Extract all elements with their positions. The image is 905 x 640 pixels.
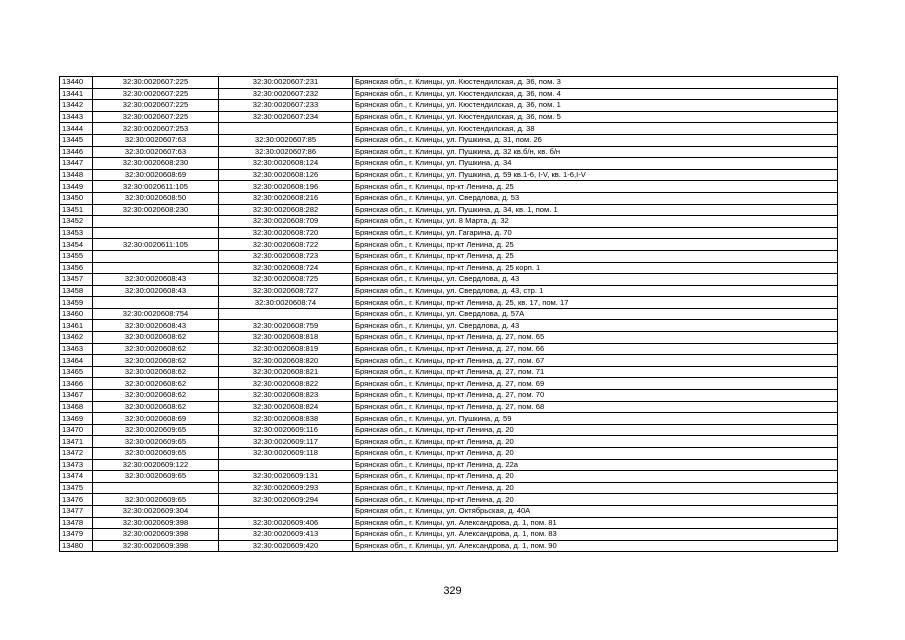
parcel-number-cell: 32:30:0020608:62 (93, 378, 219, 390)
parcel-number-cell: 32:30:0020608:62 (93, 390, 219, 402)
object-number-cell (219, 459, 353, 471)
table-row (60, 297, 838, 309)
table-row (60, 134, 838, 146)
object-number-cell: 32:30:0020609:413 (219, 529, 353, 541)
table-row (60, 401, 838, 413)
address-cell: Брянская обл., г. Клинцы, пр-кт Ленина, д. 20 (353, 482, 838, 494)
row-number-cell: 13457 (60, 274, 93, 286)
row-number-cell: 13476 (60, 494, 93, 506)
parcel-number-cell: 32:30:0020608:62 (93, 355, 219, 367)
table-row (60, 227, 838, 239)
address-cell: Брянская обл., г. Клинцы, ул. Свердлова, д. 43 (353, 274, 838, 286)
table-row (60, 471, 838, 483)
table-row (60, 181, 838, 193)
address-cell: Брянская обл., г. Клинцы, ул. Пушкина, д. 34, кв. 1, пом. 1 (353, 204, 838, 216)
table-row (60, 216, 838, 228)
row-number-cell: 13446 (60, 146, 93, 158)
parcel-number-cell: 32:30:0020608:754 (93, 308, 219, 320)
parcel-number-cell: 32:30:0020609:398 (93, 529, 219, 541)
table-row (60, 169, 838, 181)
table-row (60, 250, 838, 262)
row-number-cell: 13461 (60, 320, 93, 332)
row-number-cell: 13477 (60, 505, 93, 517)
row-number-cell: 13474 (60, 471, 93, 483)
address-cell: Брянская обл., г. Клинцы, ул. Пушкина, д. 31, пом. 26 (353, 134, 838, 146)
table-row (60, 204, 838, 216)
object-number-cell: 32:30:0020607:85 (219, 134, 353, 146)
address-cell: Брянская обл., г. Клинцы, ул. Свердлова, д. 57А (353, 308, 838, 320)
object-number-cell: 32:30:0020609:406 (219, 517, 353, 529)
parcel-number-cell: 32:30:0020608:62 (93, 401, 219, 413)
address-cell: Брянская обл., г. Клинцы, ул. Свердлова, д. 43 (353, 320, 838, 332)
parcel-number-cell: 32:30:0020607:63 (93, 134, 219, 146)
object-number-cell: 32:30:0020608:824 (219, 401, 353, 413)
object-number-cell: 32:30:0020609:293 (219, 482, 353, 494)
object-number-cell: 32:30:0020608:759 (219, 320, 353, 332)
table-row (60, 413, 838, 425)
table-row (60, 308, 838, 320)
object-number-cell: 32:30:0020609:118 (219, 448, 353, 460)
address-cell: Брянская обл., г. Клинцы, пр-кт Ленина, д. 20 (353, 424, 838, 436)
row-number-cell: 13441 (60, 88, 93, 100)
object-number-cell: 32:30:0020608:720 (219, 227, 353, 239)
row-number-cell: 13456 (60, 262, 93, 274)
row-number-cell: 13447 (60, 158, 93, 170)
address-cell: Брянская обл., г. Клинцы, пр-кт Ленина, д. 27, пом. 66 (353, 343, 838, 355)
address-cell: Брянская обл., г. Клинцы, пр-кт Ленина, д. 27, пом. 68 (353, 401, 838, 413)
address-cell: Брянская обл., г. Клинцы, пр-кт Ленина, д. 25 корп. 1 (353, 262, 838, 274)
row-number-cell: 13450 (60, 192, 93, 204)
parcel-number-cell: 32:30:0020608:69 (93, 169, 219, 181)
parcel-number-cell: 32:30:0020608:62 (93, 366, 219, 378)
address-cell: Брянская обл., г. Клинцы, пр-кт Ленина, д. 25 (353, 250, 838, 262)
parcel-number-cell (93, 297, 219, 309)
row-number-cell: 13448 (60, 169, 93, 181)
object-number-cell: 32:30:0020608:126 (219, 169, 353, 181)
table-row (60, 482, 838, 494)
table-row (60, 540, 838, 552)
address-cell: Брянская обл., г. Клинцы, ул. Александрова, д. 1, пом. 81 (353, 517, 838, 529)
row-number-cell: 13480 (60, 540, 93, 552)
address-cell: Брянская обл., г. Клинцы, ул. Пушкина, д. 59 кв.1-6, I-V, кв. 1-6,I-V (353, 169, 838, 181)
parcel-number-cell (93, 250, 219, 262)
row-number-cell: 13479 (60, 529, 93, 541)
address-cell: Брянская обл., г. Клинцы, ул. Кюстендилская, д. 36, пом. 5 (353, 111, 838, 123)
table-row (60, 146, 838, 158)
address-cell: Брянская обл., г. Клинцы, пр-кт Ленина, д. 25, кв. 17, пом. 17 (353, 297, 838, 309)
row-number-cell: 13469 (60, 413, 93, 425)
row-number-cell: 13465 (60, 366, 93, 378)
address-cell: Брянская обл., г. Клинцы, ул. Кюстендилская, д. 36, пом. 4 (353, 88, 838, 100)
address-cell: Брянская обл., г. Клинцы, ул. Кюстендилская, д. 38 (353, 123, 838, 135)
address-cell: Брянская обл., г. Клинцы, ул. Свердлова, д. 53 (353, 192, 838, 204)
parcel-number-cell: 32:30:0020609:398 (93, 517, 219, 529)
table-row (60, 158, 838, 170)
address-cell: Брянская обл., г. Клинцы, ул. Октябрьская, д. 40А (353, 505, 838, 517)
address-cell: Брянская обл., г. Клинцы, пр-кт Ленина, д. 20 (353, 448, 838, 460)
address-cell: Брянская обл., г. Клинцы, ул. Свердлова, д. 43, стр. 1 (353, 285, 838, 297)
object-number-cell: 32:30:0020608:124 (219, 158, 353, 170)
row-number-cell: 13442 (60, 100, 93, 112)
parcel-number-cell: 32:30:0020609:304 (93, 505, 219, 517)
parcel-number-cell: 32:30:0020609:65 (93, 494, 219, 506)
parcel-number-cell (93, 216, 219, 228)
object-number-cell: 32:30:0020609:116 (219, 424, 353, 436)
table-row (60, 343, 838, 355)
object-number-cell: 32:30:0020608:820 (219, 355, 353, 367)
table-row (60, 332, 838, 344)
address-cell: Брянская обл., г. Клинцы, ул. Александрова, д. 1, пом. 83 (353, 529, 838, 541)
address-cell: Брянская обл., г. Клинцы, пр-кт Ленина, д. 27, пом. 69 (353, 378, 838, 390)
parcel-number-cell: 32:30:0020608:230 (93, 204, 219, 216)
parcel-number-cell: 32:30:0020607:225 (93, 77, 219, 89)
parcel-number-cell: 32:30:0020609:65 (93, 471, 219, 483)
object-number-cell: 32:30:0020608:282 (219, 204, 353, 216)
row-number-cell: 13454 (60, 239, 93, 251)
registry-table (59, 76, 838, 552)
parcel-number-cell: 32:30:0020609:122 (93, 459, 219, 471)
row-number-cell: 13443 (60, 111, 93, 123)
address-cell: Брянская обл., г. Клинцы, ул. Пушкина, д. 34 (353, 158, 838, 170)
row-number-cell: 13453 (60, 227, 93, 239)
address-cell: Брянская обл., г. Клинцы, пр-кт Ленина, д. 25 (353, 181, 838, 193)
object-number-cell (219, 123, 353, 135)
row-number-cell: 13451 (60, 204, 93, 216)
address-cell: Брянская обл., г. Клинцы, пр-кт Ленина, д. 25 (353, 239, 838, 251)
object-number-cell: 32:30:0020608:74 (219, 297, 353, 309)
object-number-cell: 32:30:0020608:823 (219, 390, 353, 402)
address-cell: Брянская обл., г. Клинцы, ул. Пушкина, д. 32 кв.б/н, кв. б/н (353, 146, 838, 158)
address-cell: Брянская обл., г. Клинцы, ул. Пушкина, д. 59 (353, 413, 838, 425)
row-number-cell: 13473 (60, 459, 93, 471)
table-row (60, 459, 838, 471)
parcel-number-cell: 32:30:0020611:105 (93, 181, 219, 193)
parcel-number-cell: 32:30:0020607:253 (93, 123, 219, 135)
table-row (60, 100, 838, 112)
object-number-cell: 32:30:0020608:722 (219, 239, 353, 251)
parcel-number-cell (93, 227, 219, 239)
address-cell: Брянская обл., г. Клинцы, ул. Гагарина, д. 70 (353, 227, 838, 239)
table-row (60, 529, 838, 541)
row-number-cell: 13440 (60, 77, 93, 89)
table-row (60, 424, 838, 436)
object-number-cell: 32:30:0020607:234 (219, 111, 353, 123)
object-number-cell: 32:30:0020608:724 (219, 262, 353, 274)
table-row (60, 355, 838, 367)
object-number-cell (219, 505, 353, 517)
object-number-cell: 32:30:0020609:117 (219, 436, 353, 448)
row-number-cell: 13458 (60, 285, 93, 297)
parcel-number-cell: 32:30:0020608:230 (93, 158, 219, 170)
parcel-number-cell: 32:30:0020607:225 (93, 88, 219, 100)
address-cell: Брянская обл., г. Клинцы, пр-кт Ленина, д. 27, пом. 70 (353, 390, 838, 402)
object-number-cell: 32:30:0020607:232 (219, 88, 353, 100)
table-row (60, 239, 838, 251)
parcel-number-cell: 32:30:0020608:50 (93, 192, 219, 204)
table-row (60, 123, 838, 135)
table-row (60, 285, 838, 297)
table-row (60, 517, 838, 529)
object-number-cell (219, 308, 353, 320)
object-number-cell: 32:30:0020608:818 (219, 332, 353, 344)
table-row (60, 494, 838, 506)
parcel-number-cell: 32:30:0020608:43 (93, 285, 219, 297)
row-number-cell: 13475 (60, 482, 93, 494)
table-row (60, 88, 838, 100)
parcel-number-cell: 32:30:0020611:105 (93, 239, 219, 251)
object-number-cell: 32:30:0020608:838 (219, 413, 353, 425)
table-row (60, 366, 838, 378)
table-row (60, 274, 838, 286)
row-number-cell: 13467 (60, 390, 93, 402)
parcel-number-cell: 32:30:0020608:62 (93, 332, 219, 344)
table-row (60, 378, 838, 390)
row-number-cell: 13449 (60, 181, 93, 193)
object-number-cell: 32:30:0020608:709 (219, 216, 353, 228)
object-number-cell: 32:30:0020609:131 (219, 471, 353, 483)
row-number-cell: 13452 (60, 216, 93, 228)
parcel-number-cell: 32:30:0020609:65 (93, 448, 219, 460)
parcel-number-cell: 32:30:0020607:225 (93, 111, 219, 123)
object-number-cell: 32:30:0020608:725 (219, 274, 353, 286)
parcel-number-cell: 32:30:0020609:65 (93, 424, 219, 436)
address-cell: Брянская обл., г. Клинцы, пр-кт Ленина, д. 22а (353, 459, 838, 471)
parcel-number-cell: 32:30:0020607:225 (93, 100, 219, 112)
object-number-cell: 32:30:0020609:420 (219, 540, 353, 552)
parcel-number-cell: 32:30:0020608:69 (93, 413, 219, 425)
table-row (60, 505, 838, 517)
parcel-number-cell: 32:30:0020608:43 (93, 274, 219, 286)
address-cell: Брянская обл., г. Клинцы, пр-кт Ленина, д. 20 (353, 436, 838, 448)
address-cell: Брянская обл., г. Клинцы, ул. Александрова, д. 1, пом. 90 (353, 540, 838, 552)
address-cell: Брянская обл., г. Клинцы, пр-кт Ленина, д. 27, пом. 67 (353, 355, 838, 367)
address-cell: Брянская обл., г. Клинцы, пр-кт Ленина, д. 20 (353, 471, 838, 483)
table-row (60, 192, 838, 204)
row-number-cell: 13444 (60, 123, 93, 135)
address-cell: Брянская обл., г. Клинцы, пр-кт Ленина, д. 27, пом. 65 (353, 332, 838, 344)
table-row (60, 262, 838, 274)
row-number-cell: 13463 (60, 343, 93, 355)
row-number-cell: 13466 (60, 378, 93, 390)
object-number-cell: 32:30:0020608:727 (219, 285, 353, 297)
table-row (60, 320, 838, 332)
object-number-cell: 32:30:0020608:723 (219, 250, 353, 262)
row-number-cell: 13459 (60, 297, 93, 309)
parcel-number-cell: 32:30:0020607:63 (93, 146, 219, 158)
table-row (60, 77, 838, 89)
object-number-cell: 32:30:0020608:196 (219, 181, 353, 193)
table-row (60, 111, 838, 123)
object-number-cell: 32:30:0020609:294 (219, 494, 353, 506)
object-number-cell: 32:30:0020607:86 (219, 146, 353, 158)
row-number-cell: 13470 (60, 424, 93, 436)
page-number: 329 (443, 585, 462, 597)
address-cell: Брянская обл., г. Клинцы, пр-кт Ленина, д. 27, пом. 71 (353, 366, 838, 378)
address-cell: Брянская обл., г. Клинцы, ул. Кюстендилская, д. 36, пом. 1 (353, 100, 838, 112)
row-number-cell: 13468 (60, 401, 93, 413)
row-number-cell: 13472 (60, 448, 93, 460)
parcel-number-cell: 32:30:0020608:62 (93, 343, 219, 355)
object-number-cell: 32:30:0020607:231 (219, 77, 353, 89)
address-cell: Брянская обл., г. Клинцы, пр-кт Ленина, д. 20 (353, 494, 838, 506)
row-number-cell: 13455 (60, 250, 93, 262)
registry-table-body (60, 77, 838, 552)
address-cell: Брянская обл., г. Клинцы, ул. Кюстендилская, д. 36, пом. 3 (353, 77, 838, 89)
row-number-cell: 13464 (60, 355, 93, 367)
object-number-cell: 32:30:0020608:819 (219, 343, 353, 355)
row-number-cell: 13460 (60, 308, 93, 320)
table-row (60, 390, 838, 402)
table-row (60, 436, 838, 448)
object-number-cell: 32:30:0020608:821 (219, 366, 353, 378)
parcel-number-cell (93, 262, 219, 274)
row-number-cell: 13471 (60, 436, 93, 448)
object-number-cell: 32:30:0020607:233 (219, 100, 353, 112)
object-number-cell: 32:30:0020608:822 (219, 378, 353, 390)
parcel-number-cell: 32:30:0020608:43 (93, 320, 219, 332)
address-cell: Брянская обл., г. Клинцы, ул. 8 Марта, д. 32 (353, 216, 838, 228)
parcel-number-cell: 32:30:0020609:65 (93, 436, 219, 448)
parcel-number-cell: 32:30:0020609:398 (93, 540, 219, 552)
table-row (60, 448, 838, 460)
row-number-cell: 13478 (60, 517, 93, 529)
object-number-cell: 32:30:0020608:216 (219, 192, 353, 204)
parcel-number-cell (93, 482, 219, 494)
row-number-cell: 13462 (60, 332, 93, 344)
row-number-cell: 13445 (60, 134, 93, 146)
